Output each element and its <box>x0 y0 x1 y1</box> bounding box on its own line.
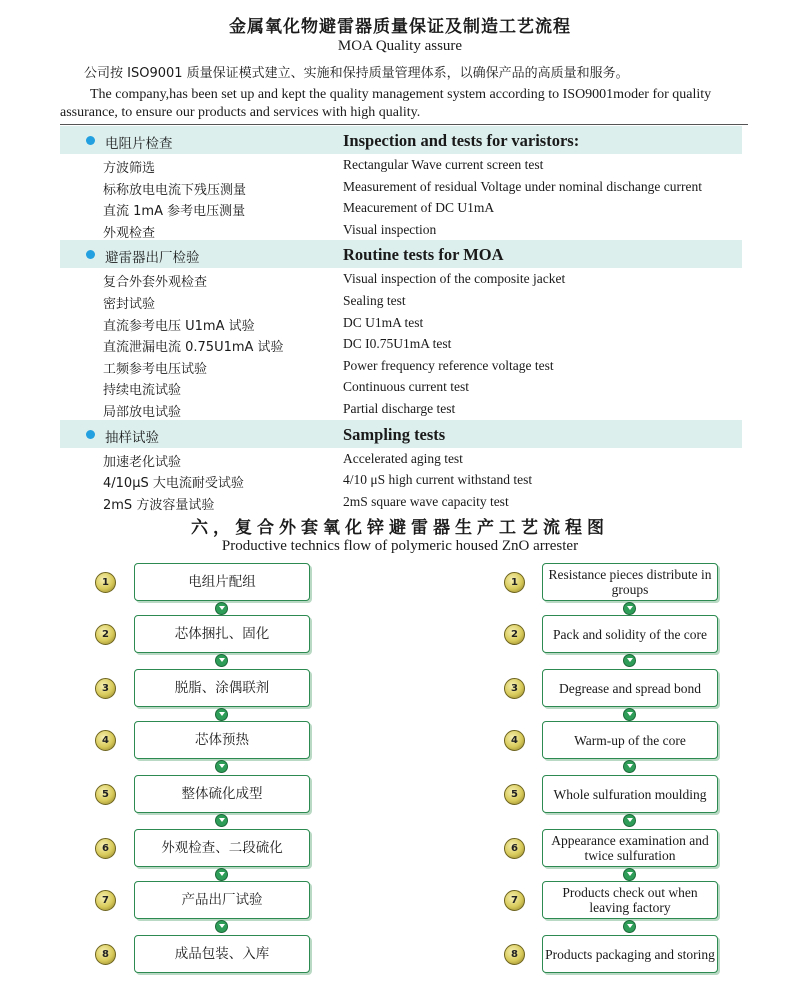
step-label: 成品包装、入库 <box>174 945 270 962</box>
down-arrow-icon <box>623 814 636 827</box>
flow-step-en <box>542 775 718 813</box>
down-arrow-icon <box>623 654 636 667</box>
section-header <box>60 240 742 268</box>
down-arrow-icon <box>215 868 228 881</box>
down-arrow-icon <box>623 602 636 615</box>
table-row <box>60 448 742 470</box>
section-title-en: Inspection and tests for varistors: <box>343 131 580 150</box>
test-name-en: Partial discharge test <box>343 400 456 416</box>
step-label: 芯体预热 <box>195 731 249 748</box>
test-name-cn: 工频参考电压试验 <box>103 361 208 377</box>
flow-step-en <box>542 935 718 973</box>
step-number-badge: 1 <box>95 572 116 593</box>
test-name-en: Sealing test <box>343 292 406 308</box>
down-arrow-icon <box>215 814 228 827</box>
down-arrow-icon <box>623 920 636 933</box>
table-row <box>60 176 742 198</box>
step-label: Products packaging and storing <box>545 946 715 962</box>
step-label: 电组片配组 <box>188 573 256 590</box>
down-arrow-icon <box>623 708 636 721</box>
step-number-badge: 3 <box>504 678 525 699</box>
down-arrow-icon <box>215 602 228 615</box>
bullet-icon <box>86 430 95 439</box>
flow-step-en <box>542 615 718 653</box>
test-name-cn: 复合外套外观检查 <box>103 275 208 291</box>
divider <box>60 124 748 125</box>
test-name-en: Power frequency reference voltage test <box>343 357 554 373</box>
test-name-cn: 直流参考电压 U1mA 试验 <box>103 318 255 334</box>
table-row <box>60 491 742 513</box>
table-row <box>60 154 742 176</box>
step-label: Resistance pieces distribute in groups <box>548 567 712 597</box>
table-row <box>60 219 742 241</box>
flow-title-en: Productive technics flow of polymeric housed ZnO arrester <box>221 538 579 554</box>
step-label: Appearance examination and twice sulfuration <box>551 833 709 863</box>
flow-step-en <box>542 563 718 601</box>
test-name-en: Accelerated aging test <box>343 450 463 466</box>
test-name-en: Meacurement of DC U1mA <box>343 200 495 216</box>
bullet-icon <box>86 136 95 145</box>
test-name-cn: 方波筛选 <box>103 161 156 176</box>
step-number-badge: 5 <box>95 784 116 805</box>
step-number-badge: 8 <box>95 944 116 965</box>
test-name-en: DC U1mA test <box>343 314 424 330</box>
table-row <box>60 290 742 312</box>
test-name-cn: 加速老化试验 <box>103 454 182 470</box>
down-arrow-icon <box>215 708 228 721</box>
flow-step-cn <box>134 829 310 867</box>
step-number-badge: 1 <box>504 572 525 593</box>
step-number-badge: 6 <box>504 838 525 859</box>
test-name-en: Measurement of residual Voltage under nominal dischange current <box>343 178 703 194</box>
test-name-en: Rectangular Wave current screen test <box>343 157 544 172</box>
step-label: Products check out when leaving factory <box>562 885 698 915</box>
flow-title-cn: 六，复合外套氧化锌避雷器生产工艺流程图 <box>191 518 609 538</box>
test-name-en: Continuous current test <box>343 379 469 395</box>
down-arrow-icon <box>215 760 228 773</box>
step-label: 整体硫化成型 <box>181 785 263 802</box>
test-name-en: Visual inspection of the composite jacket <box>343 271 566 287</box>
step-label: 脱脂、涂偶联剂 <box>174 679 270 696</box>
test-name-cn: 4/10μS 大电流耐受试验 <box>103 476 244 492</box>
page-title-en: MOA Quality assure <box>337 38 463 54</box>
step-number-badge: 4 <box>95 730 116 751</box>
down-arrow-icon <box>623 760 636 773</box>
down-arrow-icon <box>215 654 228 667</box>
test-name-en: DC I0.75U1mA test <box>343 336 452 352</box>
flow-step-cn <box>134 721 310 759</box>
table-row <box>60 376 742 398</box>
step-label: 芯体捆扎、固化 <box>174 625 270 642</box>
test-name-cn: 外观检查 <box>103 225 156 241</box>
step-label: Warm-up of the core <box>574 732 686 748</box>
table-row <box>60 398 742 420</box>
flow-step-en <box>542 881 718 919</box>
test-name-en: 4/10 μS high current withstand test <box>343 472 533 488</box>
step-number-badge: 5 <box>504 784 525 805</box>
flow-step-en <box>542 669 718 707</box>
flow-step-en <box>542 829 718 867</box>
step-number-badge: 7 <box>95 890 116 911</box>
table-row <box>60 333 742 355</box>
step-label: Degrease and spread bond <box>558 680 702 696</box>
section-title-cn: 抽样试验 <box>105 429 159 446</box>
step-number-badge: 2 <box>504 624 525 645</box>
intro-text-cn: 公司按 ISO9001 质量保证模式建立、实施和保持质量管理体系，以确保产品的高质量和服务。 <box>84 66 629 81</box>
test-name-cn: 2mS 方波容量试验 <box>103 497 215 513</box>
test-name-cn: 密封试验 <box>103 296 156 312</box>
step-label: 产品出厂试验 <box>181 891 263 908</box>
down-arrow-icon <box>623 868 636 881</box>
flow-step-cn <box>134 775 310 813</box>
table-row <box>60 312 742 334</box>
step-number-badge: 2 <box>95 624 116 645</box>
down-arrow-icon <box>215 920 228 933</box>
test-name-cn: 直流泄漏电流 0.75U1mA 试验 <box>103 340 284 356</box>
step-number-badge: 7 <box>504 890 525 911</box>
flow-step-cn <box>134 669 310 707</box>
flow-step-cn <box>134 563 310 601</box>
quality-table <box>60 126 742 512</box>
step-label: 外观检查、二段硫化 <box>161 839 283 856</box>
test-name-en: 2mS square wave capacity test <box>343 493 509 509</box>
page-title-cn: 金属氧化物避雷器质量保证及制造工艺流程 <box>229 17 571 37</box>
section-header <box>60 420 742 448</box>
flow-step-cn <box>134 935 310 973</box>
step-number-badge: 4 <box>504 730 525 751</box>
flow-step-cn <box>134 881 310 919</box>
table-row <box>60 197 742 219</box>
section-title-en: Sampling tests <box>343 424 446 444</box>
test-name-cn: 直流 1mA 参考电压测量 <box>103 204 246 220</box>
section-title-en: Routine tests for MOA <box>343 245 504 265</box>
section-header <box>60 126 742 154</box>
test-name-cn: 持续电流试验 <box>103 383 182 399</box>
step-number-badge: 3 <box>95 678 116 699</box>
test-name-cn: 局部放电试验 <box>103 404 182 420</box>
flow-step-en <box>542 721 718 759</box>
table-row <box>60 355 742 377</box>
flow-step-cn <box>134 615 310 653</box>
test-name-cn: 标称放电电流下残压测量 <box>103 182 247 198</box>
section-title-cn: 避雷器出厂检验 <box>105 250 200 267</box>
section-title-cn: 电阻片检查 <box>105 136 173 152</box>
step-label: Pack and solidity of the core <box>552 626 708 642</box>
step-number-badge: 8 <box>504 944 525 965</box>
intro-text-en: The company,has been set up and kept the quality management system according to ISO9001moder for quality assurance, to ensure our products and services with high quality. <box>60 87 712 120</box>
table-row <box>60 268 742 290</box>
test-name-en: Visual inspection <box>343 221 437 237</box>
table-row <box>60 469 742 491</box>
bullet-icon <box>86 250 95 259</box>
step-label: Whole sulfuration moulding <box>553 786 707 802</box>
step-number-badge: 6 <box>95 838 116 859</box>
